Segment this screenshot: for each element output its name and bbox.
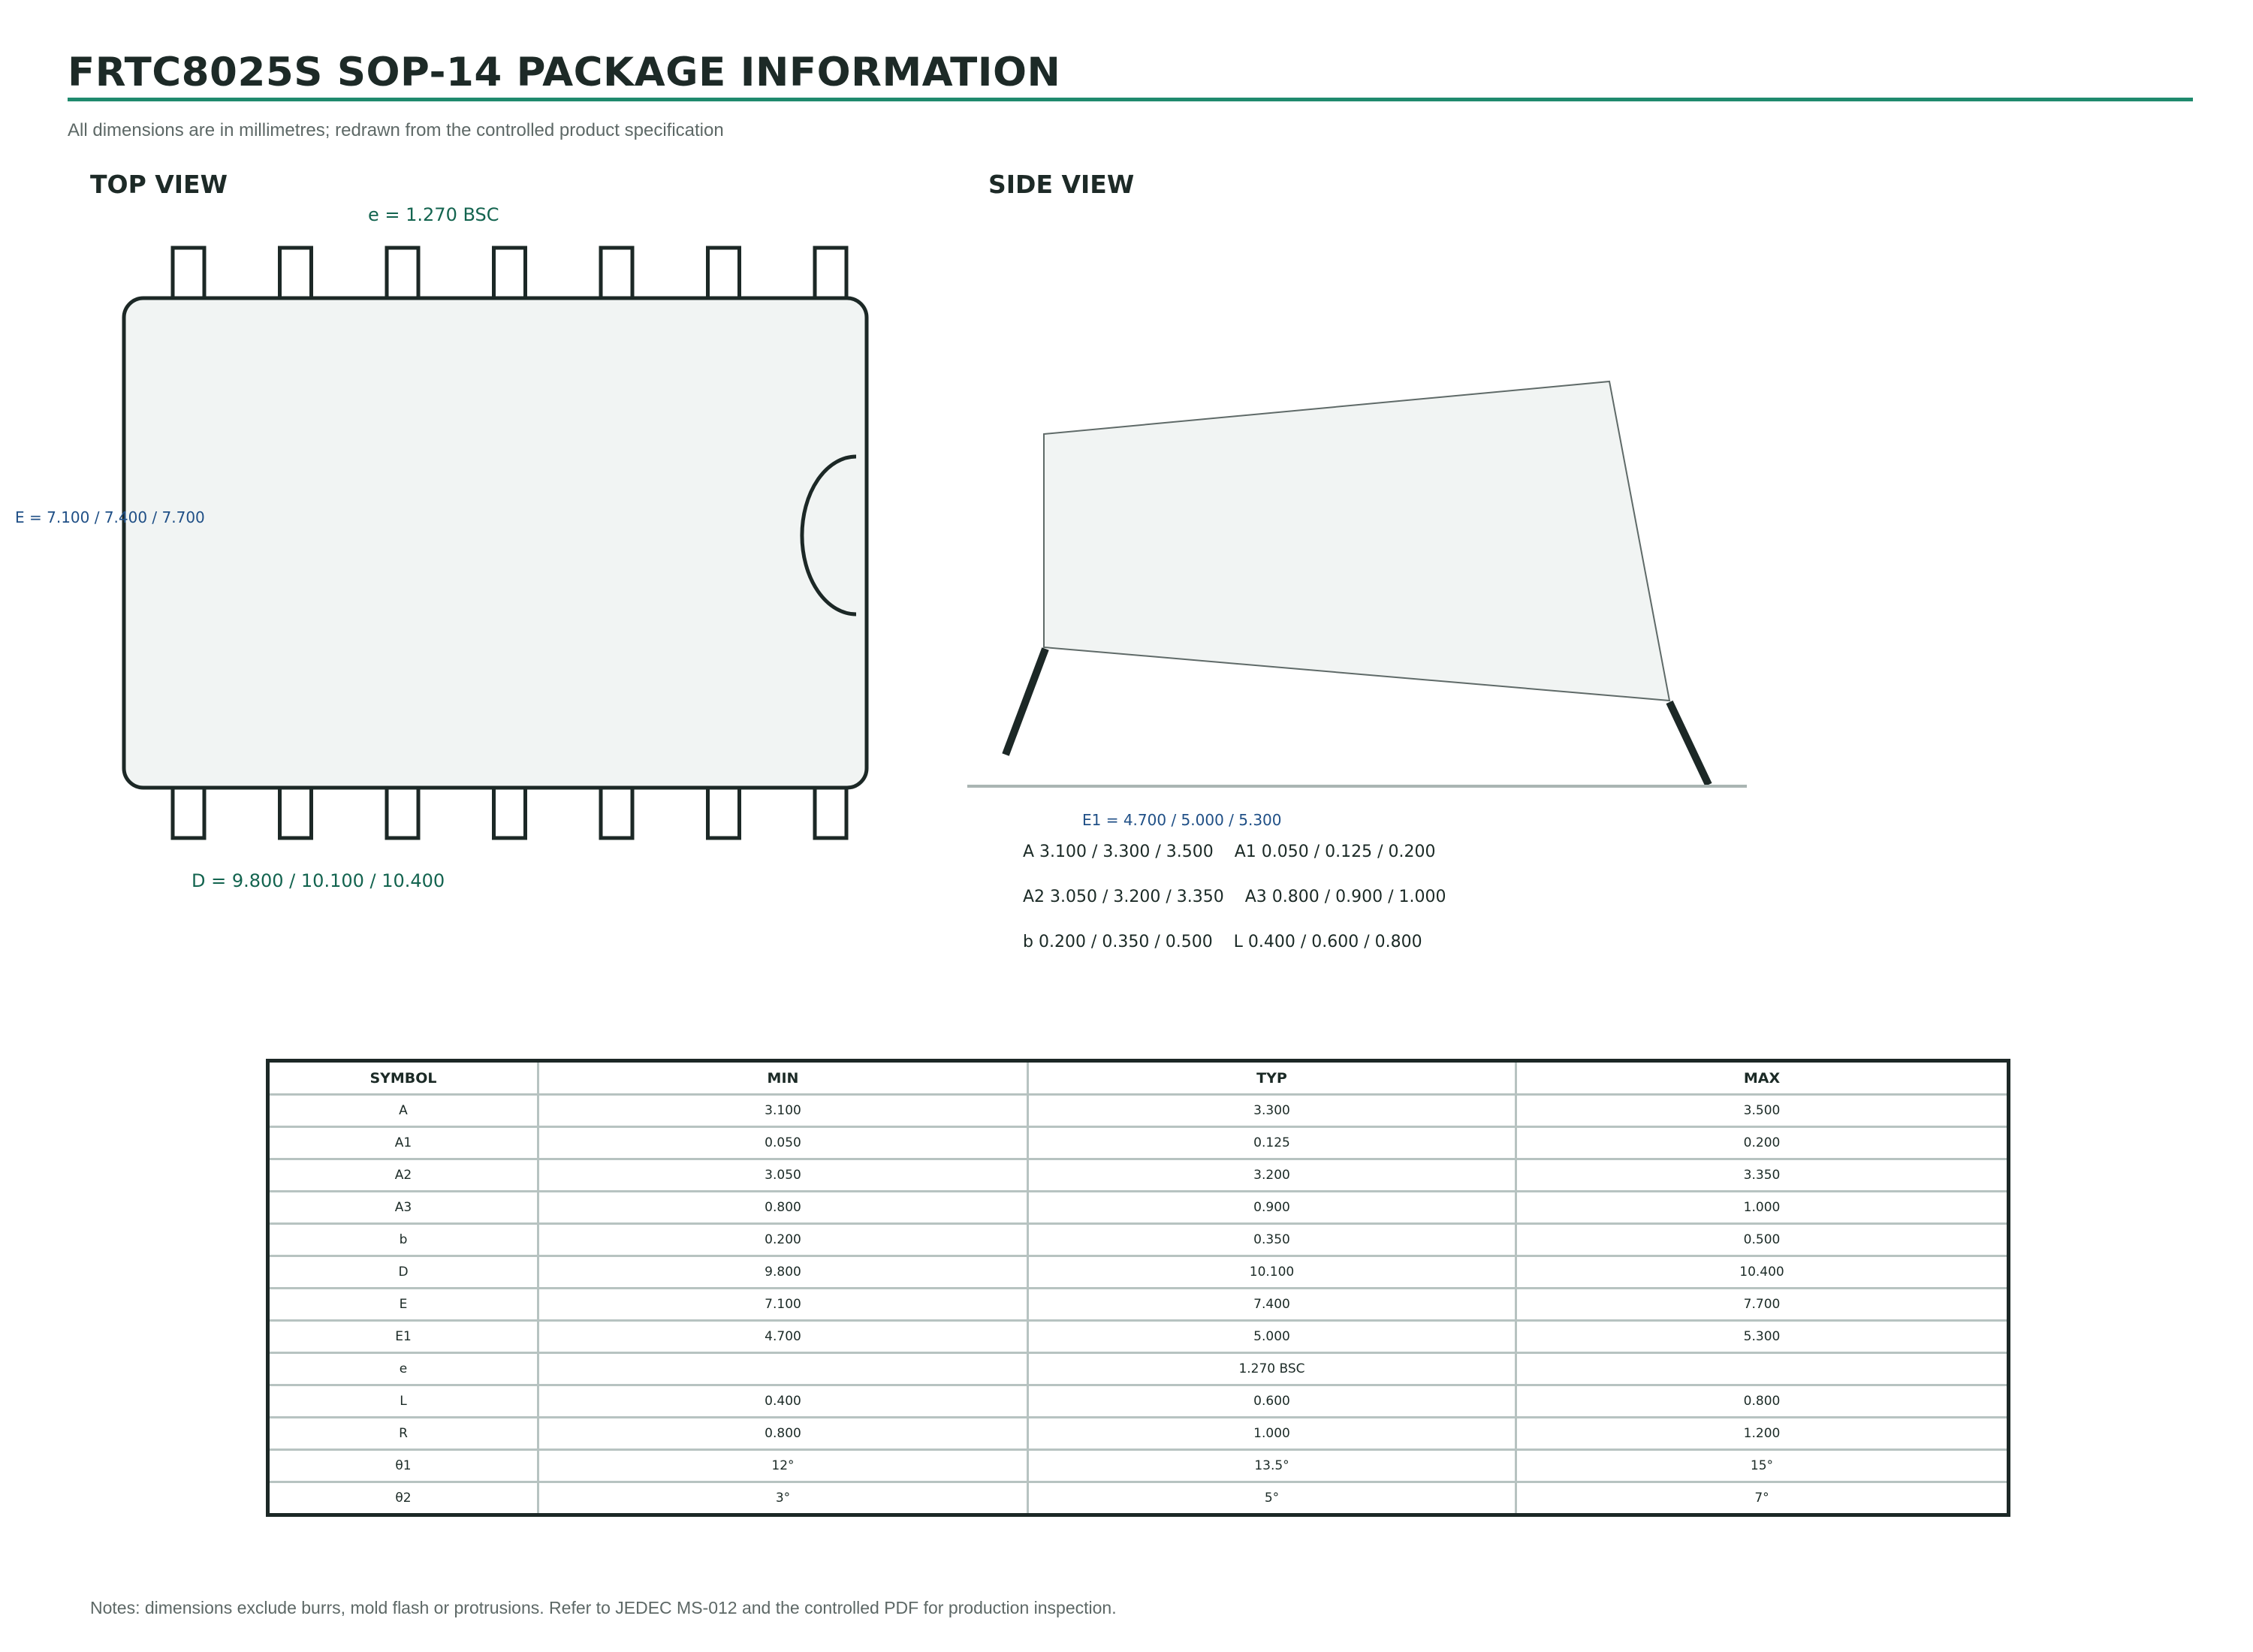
top-pin [387,248,418,299]
dimension-table [266,1059,2010,1517]
cell-typ: 10.100 [1028,1256,1516,1289]
cell-min: 0.800 [538,1418,1028,1450]
cell-symbol: L [268,1385,538,1418]
body-width-label: E1 = 4.700 / 5.000 / 5.300 [1082,811,1282,829]
top-pin [601,248,632,299]
side-view-spec-list [1023,841,1446,976]
cell-typ: 0.125 [1028,1127,1516,1159]
cell-max: 1.000 [1516,1192,2009,1224]
cell-max: 5.300 [1516,1321,2009,1353]
table-body [268,1095,2009,1515]
top-pin-row [173,248,846,299]
cell-typ: 7.400 [1028,1289,1516,1321]
top-view-drawing [15,204,867,891]
cell-max: 15° [1516,1450,2009,1482]
cell-min: 3.100 [538,1095,1028,1127]
cell-typ: 1.270 BSC [1028,1353,1516,1385]
side-view-heading: SIDE VIEW [988,170,1135,199]
cell-typ: 3.300 [1028,1095,1516,1127]
spec-line: b 0.200 / 0.350 / 0.500 L 0.400 / 0.600 / 0.800 [1023,933,1422,951]
bottom-pin [494,788,526,838]
top-pin [173,248,204,299]
cell-max: 3.500 [1516,1095,2009,1127]
bottom-pin [601,788,632,838]
cell-max: 1.200 [1516,1418,2009,1450]
cell-min: 12° [538,1450,1028,1482]
cell-symbol: E [268,1289,538,1321]
notes: Notes: dimensions exclude burrs, mold flash or protrusions. Refer to JEDEC MS-012 and the controlled PDF for production inspection. [90,1598,1117,1617]
pitch-dimension-label: e = 1.270 BSC [368,204,499,225]
col-header-min: MIN [538,1061,1028,1095]
cell-max: 0.800 [1516,1385,2009,1418]
cell-symbol: A3 [268,1192,538,1224]
cell-symbol: R [268,1418,538,1450]
cell-min: 0.800 [538,1192,1028,1224]
top-pin [280,248,312,299]
cell-max [1516,1353,2009,1385]
cell-symbol: A1 [268,1127,538,1159]
top-pin [815,248,846,299]
top-view-heading: TOP VIEW [90,170,228,199]
bottom-pin [815,788,846,838]
cell-max: 0.200 [1516,1127,2009,1159]
table-row [268,1095,2009,1127]
cell-typ: 3.200 [1028,1159,1516,1192]
table-row [268,1127,2009,1159]
col-header-max: MAX [1516,1061,2009,1095]
cell-typ: 0.900 [1028,1192,1516,1224]
table-row [268,1192,2009,1224]
spec-line: A2 3.050 / 3.200 / 3.350 A3 0.800 / 0.900 / 1.000 [1023,888,1446,906]
page-subtitle: All dimensions are in millimetres; redrawn from the controlled product specification [68,120,724,140]
lead-left [1006,649,1045,755]
package-body-side [1044,381,1669,701]
cell-symbol: D [268,1256,538,1289]
cell-typ: 5° [1028,1482,1516,1515]
cell-max: 7.700 [1516,1289,2009,1321]
page-title: FRTC8025S SOP-14 PACKAGE INFORMATION [68,50,1061,95]
lead-right [1669,702,1709,785]
cell-max: 7° [1516,1482,2009,1515]
col-header-typ: TYP [1028,1061,1516,1095]
table-row [268,1289,2009,1321]
cell-min [538,1353,1028,1385]
cell-typ: 13.5° [1028,1450,1516,1482]
cell-typ: 0.600 [1028,1385,1516,1418]
cell-symbol: θ2 [268,1482,538,1515]
bottom-pin [708,788,740,838]
bottom-pin [387,788,418,838]
table-row [268,1321,2009,1353]
cell-typ: 1.000 [1028,1418,1516,1450]
col-header-symbol: SYMBOL [268,1061,538,1095]
cell-min: 4.700 [538,1321,1028,1353]
cell-max: 0.500 [1516,1224,2009,1256]
cell-symbol: e [268,1353,538,1385]
package-body-top [124,298,867,788]
top-pin [494,248,526,299]
cell-symbol: θ1 [268,1450,538,1482]
table-row [268,1482,2009,1515]
cell-min: 9.800 [538,1256,1028,1289]
width-dimension-label: E = 7.100 / 7.400 / 7.700 [15,508,205,526]
table-row [268,1224,2009,1256]
length-dimension-label: D = 9.800 / 10.100 / 10.400 [192,870,445,891]
bottom-pin [280,788,312,838]
table-row [268,1385,2009,1418]
cell-min: 0.050 [538,1127,1028,1159]
cell-min: 0.400 [538,1385,1028,1418]
top-pin [708,248,740,299]
cell-typ: 5.000 [1028,1321,1516,1353]
bottom-pin-row [173,788,846,838]
cell-max: 3.350 [1516,1159,2009,1192]
table-row [268,1159,2009,1192]
cell-typ: 0.350 [1028,1224,1516,1256]
table-row [268,1418,2009,1450]
bottom-pin [173,788,204,838]
cell-min: 3.050 [538,1159,1028,1192]
cell-symbol: E1 [268,1321,538,1353]
cell-symbol: A [268,1095,538,1127]
cell-min: 0.200 [538,1224,1028,1256]
spec-line: A 3.100 / 3.300 / 3.500 A1 0.050 / 0.125 / 0.200 [1023,843,1436,861]
cell-max: 10.400 [1516,1256,2009,1289]
cell-symbol: A2 [268,1159,538,1192]
cell-min: 3° [538,1482,1028,1515]
table-header-row [268,1061,2009,1095]
table-row [268,1353,2009,1385]
cell-symbol: b [268,1224,538,1256]
table-row [268,1450,2009,1482]
cell-min: 7.100 [538,1289,1028,1321]
table-row [268,1256,2009,1289]
side-view-drawing [967,381,1747,829]
